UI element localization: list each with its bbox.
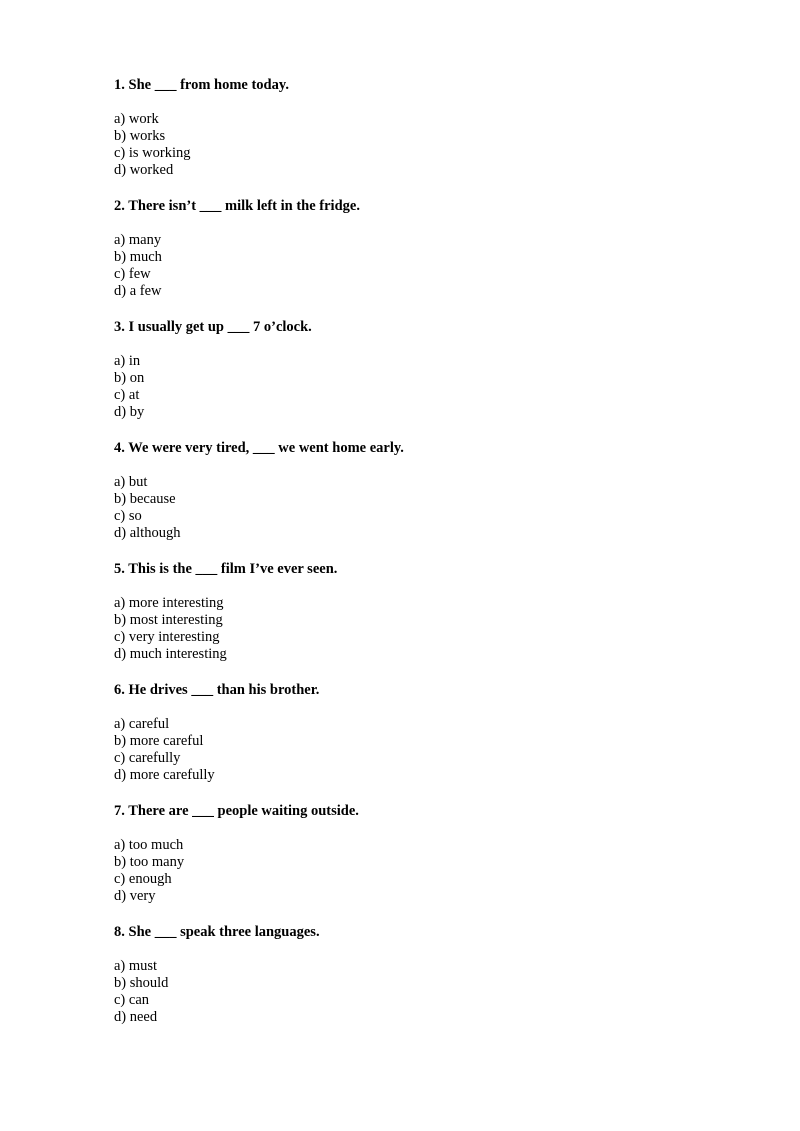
question-title: 6. He drives ___ than his brother. (114, 682, 320, 698)
question-title: 7. There are ___ people waiting outside. (114, 803, 359, 819)
question-title: 1. She ___ from home today. (114, 77, 289, 93)
option-d: d) worked (114, 162, 174, 178)
option-c: c) enough (114, 871, 172, 887)
option-b: b) on (114, 370, 145, 386)
option-list (114, 837, 734, 905)
option-d: d) more carefully (114, 767, 215, 783)
option-d: d) although (114, 525, 181, 541)
option-b: b) much (114, 249, 162, 265)
option-a: a) but (114, 474, 148, 490)
option-d: d) need (114, 1009, 158, 1025)
option-list (114, 232, 734, 300)
option-a: a) more interesting (114, 595, 224, 611)
option-b: b) should (114, 975, 169, 991)
option-list (114, 353, 734, 421)
question-4 (114, 439, 734, 542)
option-b: b) because (114, 491, 176, 507)
option-a: a) in (114, 353, 141, 369)
question-title: 8. She ___ speak three languages. (114, 924, 320, 940)
question-title: 5. This is the ___ film I’ve ever seen. (114, 561, 338, 577)
option-c: c) very interesting (114, 629, 220, 645)
option-c: c) at (114, 387, 140, 403)
option-list (114, 474, 734, 542)
option-d: d) a few (114, 283, 162, 299)
option-list (114, 595, 734, 663)
option-c: c) can (114, 992, 150, 1008)
option-d: d) much interesting (114, 646, 227, 662)
option-d: d) by (114, 404, 145, 420)
option-a: a) careful (114, 716, 170, 732)
option-c: c) few (114, 266, 151, 282)
question-1 (114, 76, 734, 179)
option-a: a) too much (114, 837, 184, 853)
option-c: c) so (114, 508, 142, 524)
option-list (114, 958, 734, 1026)
question-title: 3. I usually get up ___ 7 o’clock. (114, 319, 312, 335)
option-a: a) work (114, 111, 159, 127)
option-c: c) carefully (114, 750, 181, 766)
option-b: b) works (114, 128, 166, 144)
question-8 (114, 923, 734, 1026)
option-d: d) very (114, 888, 156, 904)
option-b: b) most interesting (114, 612, 223, 628)
question-title: 4. We were very tired, ___ we went home early. (114, 440, 404, 456)
question-title: 2. There isn’t ___ milk left in the fridge. (114, 198, 360, 214)
question-2 (114, 197, 734, 300)
option-c: c) is working (114, 145, 191, 161)
option-list (114, 716, 734, 784)
option-list (114, 111, 734, 179)
option-a: a) many (114, 232, 162, 248)
question-5 (114, 560, 734, 663)
option-b: b) too many (114, 854, 185, 870)
question-6 (114, 681, 734, 784)
quiz-document (114, 76, 734, 1044)
option-a: a) must (114, 958, 158, 974)
question-3 (114, 318, 734, 421)
question-7 (114, 802, 734, 905)
option-b: b) more careful (114, 733, 204, 749)
